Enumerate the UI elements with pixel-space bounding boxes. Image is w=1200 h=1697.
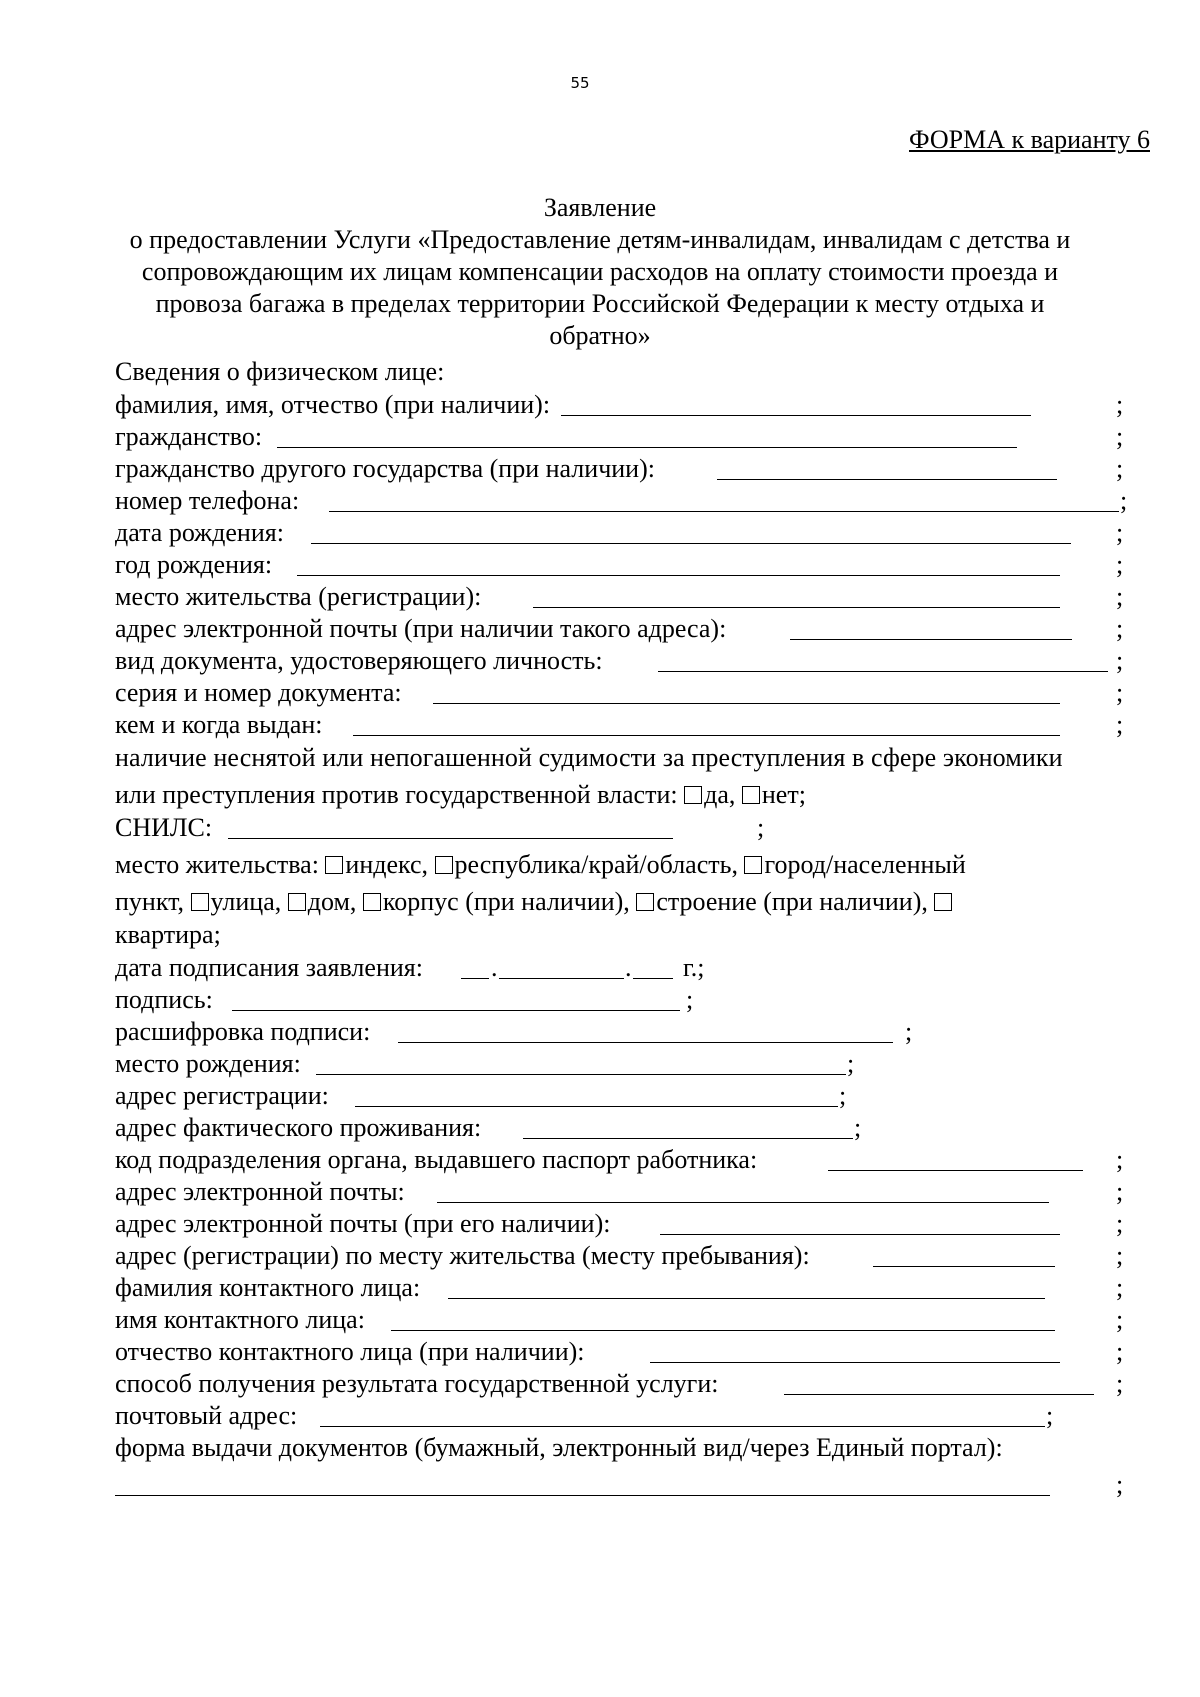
page-number: 55: [570, 74, 590, 92]
field-contact-patronymic: [115, 1337, 1125, 1367]
field-address-residence: [115, 1241, 1125, 1271]
field-citizenship-other-label: гражданство другого государства (при наличии):: [115, 454, 655, 483]
checkbox-street-label: улица,: [210, 887, 282, 916]
title-line-2: сопровождающим их лицам компенсации расходов на оплату стоимости проезда и: [141, 257, 1059, 286]
field-signature-decode-label: расшифровка подписи:: [115, 1017, 371, 1046]
title-line-1: о предоставлении Услуги «Предоставление детям-инвалидам, инвалидам с детства и: [129, 225, 1071, 254]
semicolon: ;: [1116, 1209, 1124, 1238]
checkbox-korpus-label: корпус (при наличии),: [382, 887, 630, 916]
sign-date-month-line[interactable]: [499, 978, 624, 979]
checkbox-street[interactable]: [191, 893, 209, 911]
field-birth-date-label: дата рождения:: [115, 518, 284, 547]
semicolon: ;: [1116, 1145, 1124, 1174]
field-contact-patronymic-label: отчество контактного лица (при наличии):: [115, 1337, 585, 1366]
field-reg-address-line[interactable]: [355, 1106, 838, 1107]
semicolon: ;: [1120, 486, 1128, 515]
field-snils-line[interactable]: [228, 838, 673, 839]
checkbox-index-label: индекс,: [345, 850, 429, 879]
semicolon: ;: [1116, 454, 1124, 483]
semicolon: ;: [854, 1113, 862, 1142]
semicolon: ;: [1116, 422, 1124, 451]
semicolon: ;: [1116, 646, 1124, 675]
checkbox-region-label: республика/край/область,: [454, 850, 738, 879]
semicolon: ;: [1116, 1273, 1124, 1302]
field-actual-address: [115, 1113, 915, 1143]
field-birth-place-line[interactable]: [316, 1074, 846, 1075]
field-birth-date-line[interactable]: [311, 543, 1071, 544]
field-id-doc-line[interactable]: [658, 671, 1108, 672]
field-actual-address-label: адрес фактического проживания:: [115, 1113, 482, 1142]
checkbox-no[interactable]: [742, 786, 760, 804]
field-sign-date: [115, 953, 815, 983]
field-email-label: адрес электронной почты:: [115, 1177, 405, 1206]
semicolon: ;: [1116, 582, 1124, 611]
field-email: [115, 1177, 1125, 1207]
checkbox-apartment[interactable]: [934, 893, 952, 911]
field-birth-place: [115, 1049, 915, 1079]
sign-date-day-line[interactable]: [461, 978, 489, 979]
field-signature-label: подпись:: [115, 985, 213, 1014]
field-issued-by: [115, 710, 1125, 740]
field-residence-reg: [115, 582, 1125, 612]
residence-prefix: место жительства:: [115, 850, 319, 879]
field-email-his: [115, 1209, 1125, 1239]
field-id-doc-label: вид документа, удостоверяющего личность:: [115, 646, 603, 675]
title-line-3: провоза багажа в пределах территории Российской Федерации к месту отдыха и: [155, 289, 1045, 318]
field-signature: [115, 985, 815, 1015]
field-email-if-any-line[interactable]: [790, 639, 1072, 640]
field-phone-line[interactable]: [329, 511, 1119, 512]
checkbox-building-label: строение (при наличии),: [656, 887, 928, 916]
semicolon: ;: [847, 1049, 855, 1078]
field-result-method-line[interactable]: [784, 1394, 1094, 1395]
field-signature-decode-line[interactable]: [398, 1042, 893, 1043]
field-phone: [115, 486, 1135, 516]
sign-date-suffix: г.;: [683, 953, 705, 982]
field-actual-address-line[interactable]: [523, 1138, 853, 1139]
field-issue-form: [115, 1470, 1125, 1500]
field-email-his-line[interactable]: [660, 1234, 1060, 1235]
field-birth-place-label: место рождения:: [115, 1049, 301, 1078]
field-contact-surname-label: фамилия контактного лица:: [115, 1273, 421, 1302]
checkbox-house[interactable]: [288, 893, 306, 911]
field-division-code: [115, 1145, 1125, 1175]
field-result-method-label: способ получения результата государственной услуги:: [115, 1369, 719, 1398]
field-id-doc: [115, 646, 1125, 676]
field-contact-surname-line[interactable]: [448, 1298, 1045, 1299]
field-citizenship-other-line[interactable]: [717, 479, 1057, 480]
field-division-code-line[interactable]: [828, 1170, 1083, 1171]
semicolon: ;: [1116, 614, 1124, 643]
semicolon: ;: [1116, 1337, 1124, 1366]
field-residence-reg-label: место жительства (регистрации):: [115, 582, 482, 611]
section-header: Сведения о физическом лице:: [115, 357, 445, 386]
semicolon: ;: [757, 813, 765, 842]
field-contact-patronymic-line[interactable]: [650, 1362, 1060, 1363]
conviction-line-1: наличие неснятой или непогашенной судимости за преступления в сфере экономики: [115, 743, 1063, 772]
field-signature-decode: [115, 1017, 915, 1047]
checkbox-building[interactable]: [636, 893, 654, 911]
sign-date-year-line[interactable]: [633, 978, 673, 979]
semicolon: ;: [1116, 1470, 1124, 1499]
semicolon: ;: [1116, 678, 1124, 707]
form-variant-label: ФОРМА к варианту 6: [909, 125, 1150, 154]
semicolon: ;: [1046, 1401, 1054, 1430]
field-citizenship-other: [115, 454, 1125, 484]
semicolon: ;: [1116, 1177, 1124, 1206]
field-postal-address: [115, 1401, 1125, 1431]
field-phone-label: номер телефона:: [115, 486, 300, 515]
field-email-his-label: адрес электронной почты (при его наличии):: [115, 1209, 611, 1238]
field-fio-line[interactable]: [561, 415, 1031, 416]
conviction-prefix: или преступления против государственной власти:: [115, 780, 678, 809]
checkbox-house-label: дом,: [307, 887, 357, 916]
field-contact-surname: [115, 1273, 1125, 1303]
semicolon: ;: [686, 985, 694, 1014]
field-address-residence-label: адрес (регистрации) по месту жительства (месту пребывания):: [115, 1241, 810, 1270]
field-doc-series-label: серия и номер документа:: [115, 678, 402, 707]
field-doc-series-line[interactable]: [433, 703, 1060, 704]
checkbox-city-label-cont: пункт,: [115, 887, 185, 916]
field-contact-name-label: имя контактного лица:: [115, 1305, 365, 1334]
field-postal-address-line[interactable]: [320, 1426, 1045, 1427]
semicolon: ;: [1116, 550, 1124, 579]
field-issue-form-label: форма выдачи документов (бумажный, электронный вид/через Единый портал):: [115, 1433, 1003, 1462]
field-birth-year: [115, 550, 1125, 580]
field-doc-series: [115, 678, 1125, 708]
conviction-line-2: [115, 780, 806, 810]
field-citizenship-label: гражданство:: [115, 422, 263, 451]
checkbox-index[interactable]: [325, 856, 343, 874]
semicolon: ;: [1116, 1305, 1124, 1334]
field-snils-label: СНИЛС:: [115, 813, 213, 842]
checkbox-city[interactable]: [744, 856, 762, 874]
checkbox-yes[interactable]: [684, 786, 702, 804]
field-reg-address-label: адрес регистрации:: [115, 1081, 329, 1110]
checkbox-korpus[interactable]: [363, 893, 381, 911]
title-heading: Заявление: [543, 193, 657, 222]
field-contact-name: [115, 1305, 1125, 1335]
residence-line-2: [115, 887, 954, 917]
sign-date-sep-2: .: [625, 953, 632, 982]
checkbox-region[interactable]: [435, 856, 453, 874]
document-title: [100, 192, 1100, 352]
field-sign-date-label: дата подписания заявления:: [115, 953, 423, 982]
checkbox-yes-label: да,: [704, 780, 736, 809]
field-citizenship-line[interactable]: [277, 447, 1017, 448]
title-line-4: обратно»: [549, 321, 651, 350]
field-residence-reg-line[interactable]: [533, 607, 1060, 608]
field-fio-label: фамилия, имя, отчество (при наличии):: [115, 390, 551, 419]
semicolon: ;: [839, 1081, 847, 1110]
field-issued-by-label: кем и когда выдан:: [115, 710, 323, 739]
field-email-if-any-label: адрес электронной почты (при наличии такого адреса):: [115, 614, 727, 643]
field-signature-line[interactable]: [232, 1010, 680, 1011]
residence-line-1: [115, 850, 966, 880]
field-citizenship: [115, 422, 1125, 452]
field-snils: [115, 813, 815, 843]
field-division-code-label: код подразделения органа, выдавшего паспорт работника:: [115, 1145, 758, 1174]
checkbox-apartment-label: квартира;: [115, 920, 221, 949]
field-issue-form-line[interactable]: [115, 1495, 1050, 1496]
field-email-if-any: [115, 614, 1125, 644]
field-reg-address: [115, 1081, 915, 1111]
semicolon: ;: [1116, 1369, 1124, 1398]
checkbox-city-label: город/населенный: [764, 850, 966, 879]
semicolon: ;: [1116, 390, 1124, 419]
sign-date-sep-1: .: [491, 953, 498, 982]
field-birth-date: [115, 518, 1125, 548]
semicolon: ;: [1116, 710, 1124, 739]
checkbox-no-label: нет;: [761, 780, 806, 809]
field-fio: [115, 390, 1125, 420]
field-birth-year-label: год рождения:: [115, 550, 273, 579]
field-result-method: [115, 1369, 1125, 1399]
semicolon: ;: [1116, 518, 1124, 547]
field-contact-name-line[interactable]: [391, 1330, 1055, 1331]
semicolon: ;: [905, 1017, 913, 1046]
field-email-line[interactable]: [437, 1202, 1049, 1203]
field-postal-address-label: почтовый адрес:: [115, 1401, 298, 1430]
field-issued-by-line[interactable]: [353, 735, 1060, 736]
field-address-residence-line[interactable]: [873, 1266, 1055, 1267]
semicolon: ;: [1116, 1241, 1124, 1270]
field-birth-year-line[interactable]: [297, 575, 1060, 576]
